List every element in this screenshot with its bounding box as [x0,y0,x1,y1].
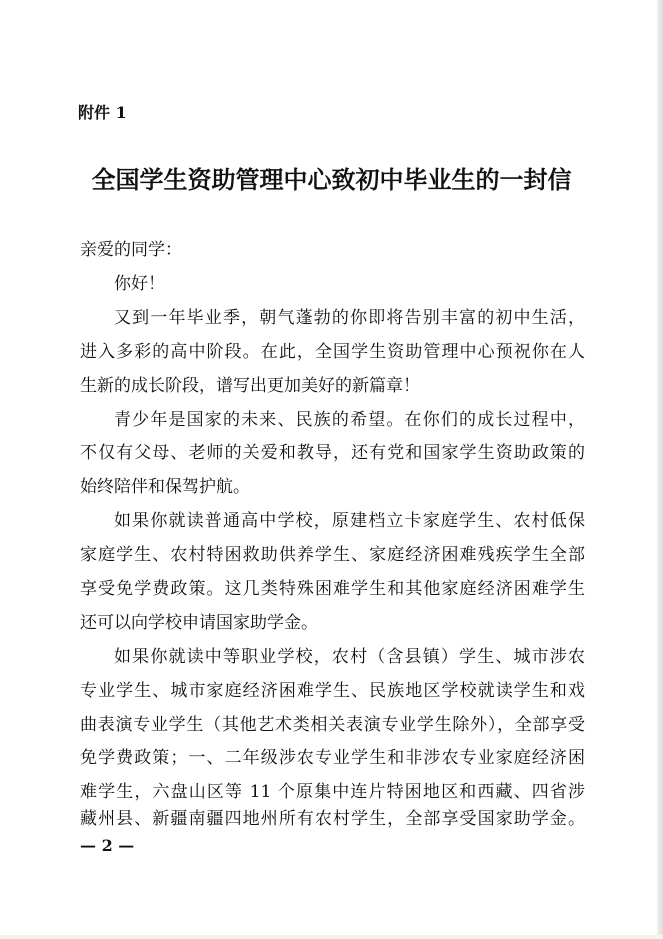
attachment-label: 附件 1 [78,103,127,122]
letter-title: 全国学生资助管理中心致初中毕业生的一封信 [91,166,572,194]
paragraph-4-line-3: 曲表演专业学生（其他艺术类相关表演专业学生除外），全部享受 [80,715,585,735]
salutation: 亲爱的同学： [80,240,182,260]
greeting: 你好！ [114,274,165,294]
paragraph-3-line-4: 还可以向学校申请国家助学金。 [80,613,318,633]
page-number: — 2 — [80,836,135,855]
page-bottom-edge [0,935,663,939]
paragraph-1-line-1: 又到一年毕业季，朝气蓬勃的你即将告别丰富的初中生活， [114,308,585,328]
paragraph-3-line-1: 如果你就读普通高中学校，原建档立卡家庭学生、农村低保 [114,511,585,531]
paragraph-1-line-2: 进入多彩的高中阶段。在此，全国学生资助管理中心预祝你在人 [80,342,585,362]
paragraph-4-line-5: 难学生，六盘山区等 11 个原集中连片特困地区和西藏、四省涉 [80,782,585,802]
paragraph-3-line-2: 家庭学生、农村特困救助供养学生、家庭经济困难残疾学生全部 [80,545,585,565]
paragraph-4-line-6: 藏州县、新疆南疆四地州所有农村学生，全部享受国家助学金。 [80,809,585,829]
paragraph-4-line-2: 专业学生、城市家庭经济困难学生、民族地区学校就读学生和戏 [80,681,585,701]
paragraph-4-line-1: 如果你就读中等职业学校，农村（含县镇）学生、城市涉农 [114,647,585,667]
paragraph-3-line-3: 享受免学费政策。这几类特殊困难学生和其他家庭经济困难学生 [80,579,585,599]
paragraph-4-line-4: 免学费政策；一、二年级涉农专业学生和非涉农专业家庭经济困 [80,748,585,768]
paragraph-2-line-1: 青少年是国家的未来、民族的希望。在你们的成长过程中， [114,410,585,430]
paragraph-2-line-2: 不仅有父母、老师的关爱和教导，还有党和国家学生资助政策的 [80,443,585,463]
paragraph-1-line-3: 生新的成长阶段，谱写出更加美好的新篇章！ [80,376,420,396]
page-edge-shadow [657,0,663,939]
paragraph-2-line-3: 始终陪伴和保驾护航。 [80,477,250,497]
